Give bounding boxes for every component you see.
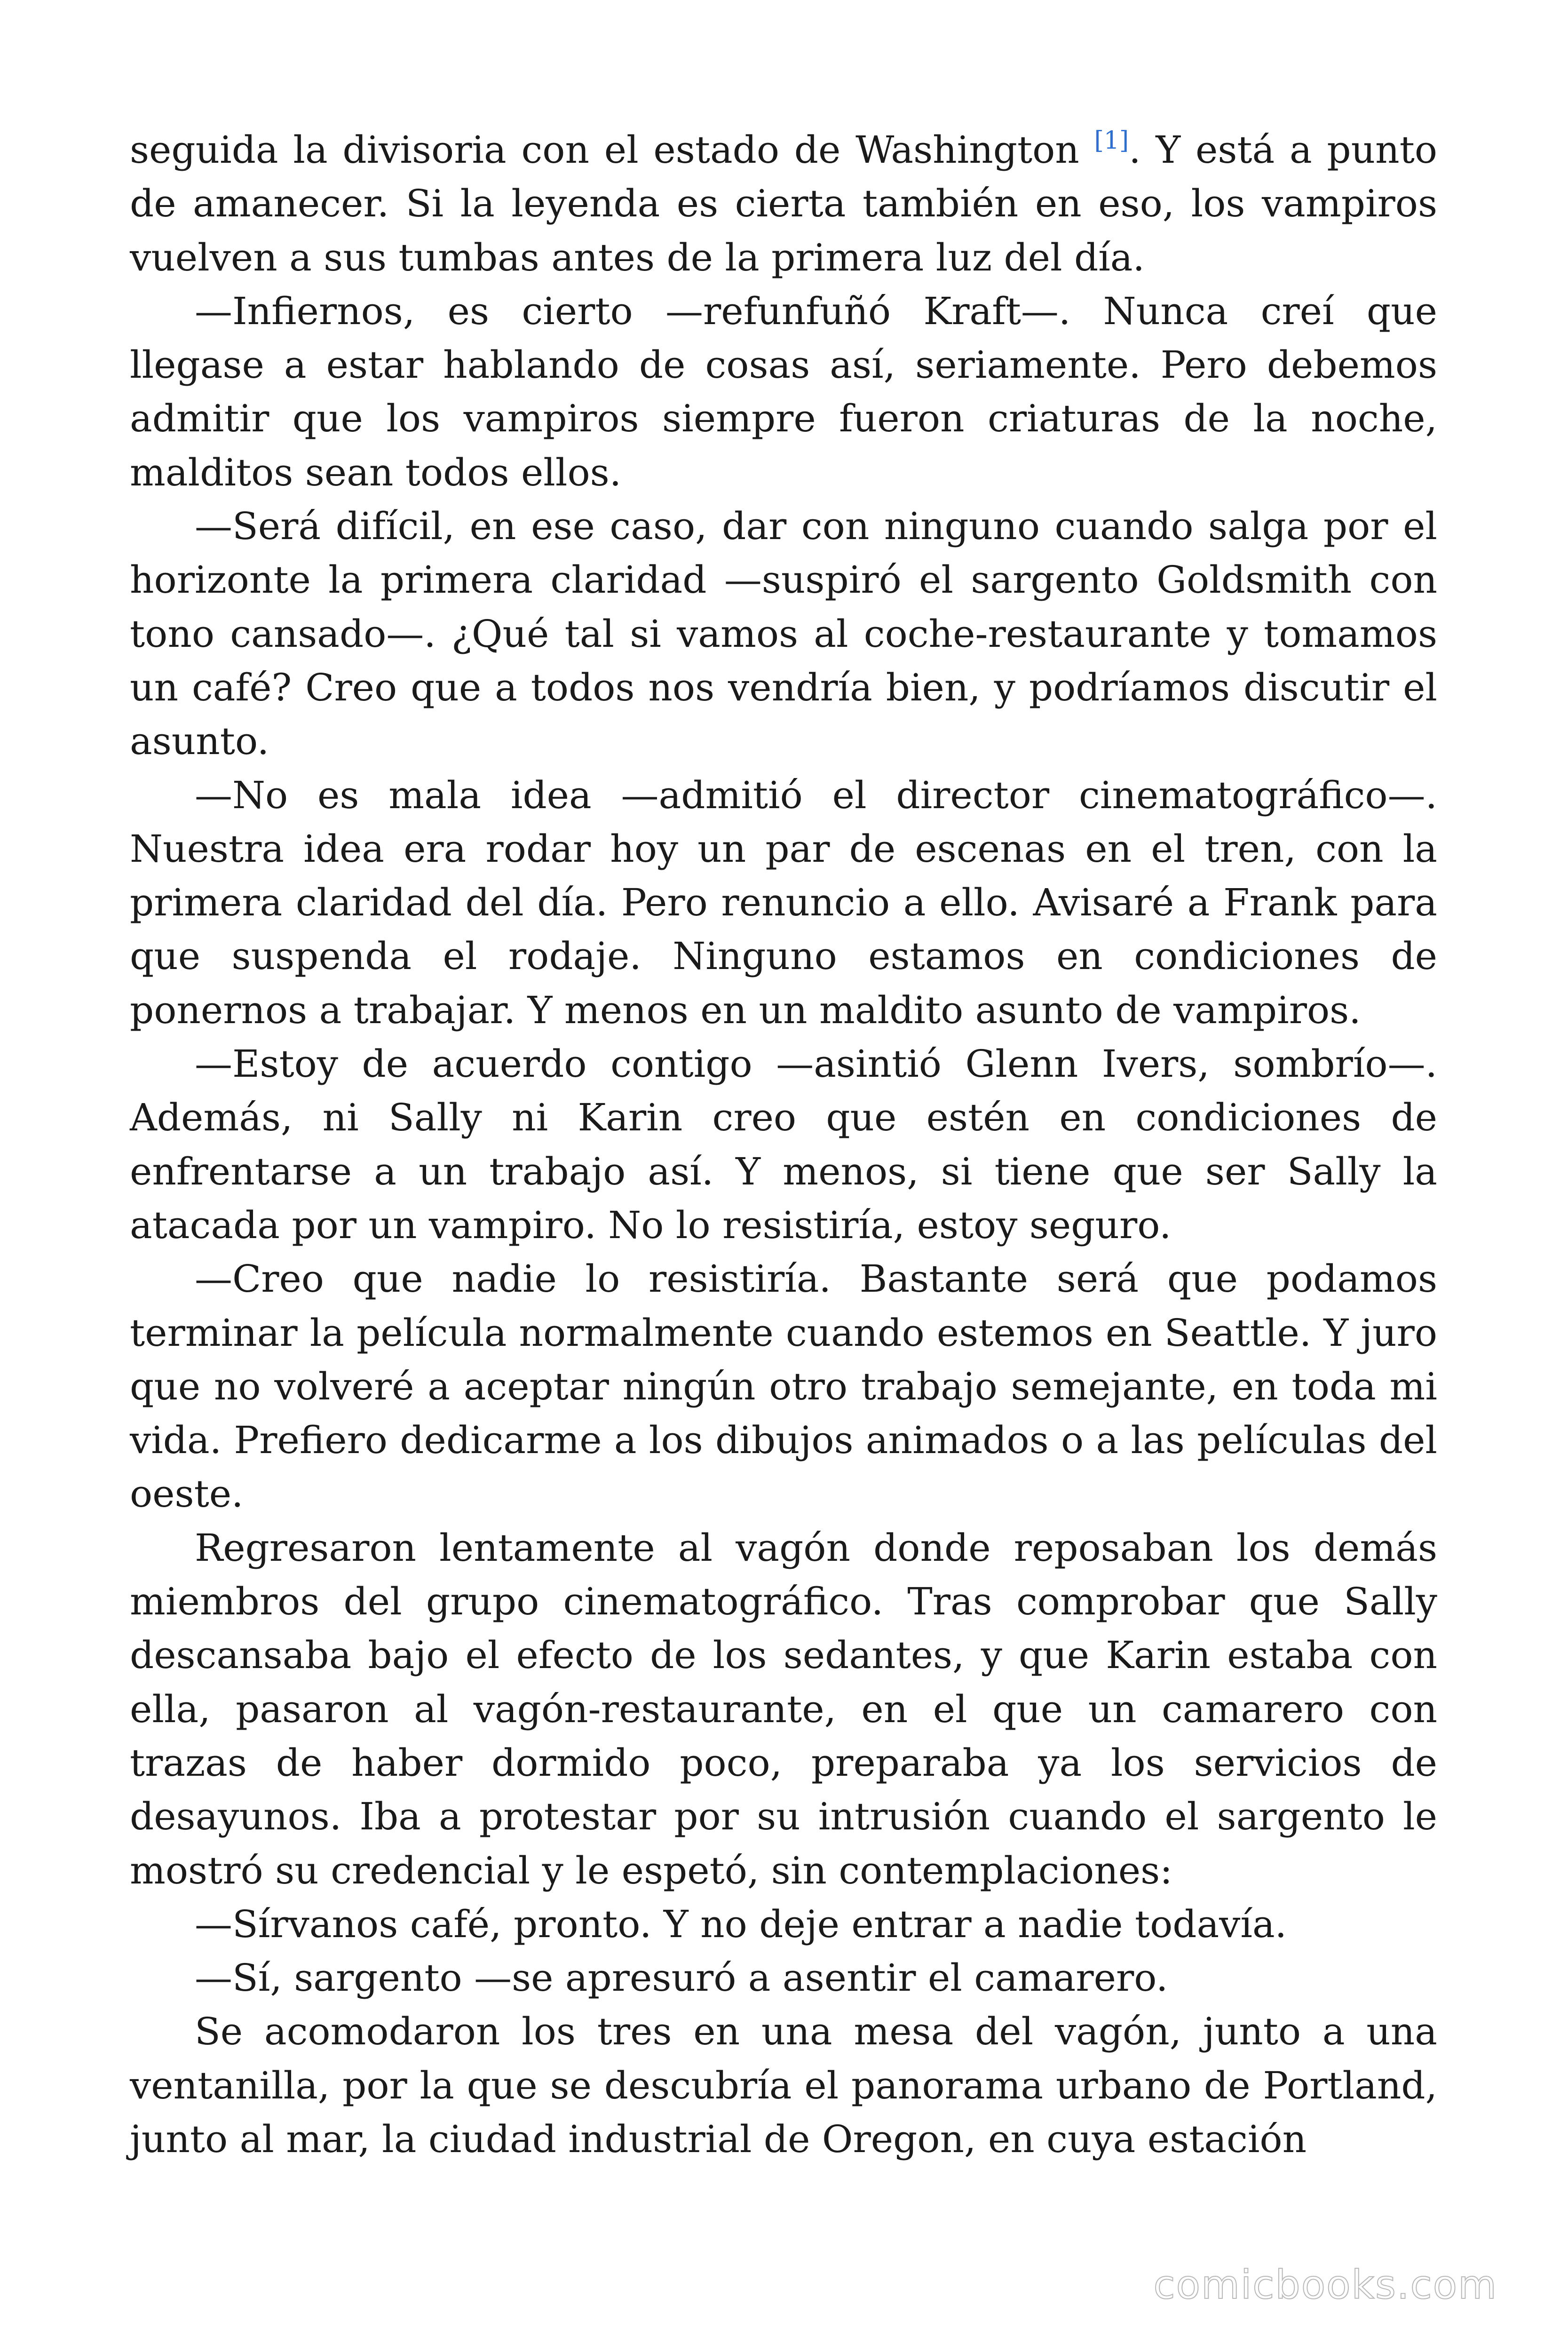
- paragraph-8: —Sírvanos café, pronto. Y no deje entrar a nadie todavía.: [195, 1902, 1287, 1946]
- paragraph-3: —Será difícil, en ese caso, dar con ninguno cuando salga por el horizonte la primera claridad —suspiró el sargento Goldsmith con tono cansado—. ¿Qué tal si vamos al coche-restaurante y tomamos un café? Creo que a todos nos vendría bien, y podríamos discutir el asunto.: [130, 504, 1437, 763]
- paragraph-4: —No es mala idea —admitió el director cinematográfico—. Nuestra idea era rodar hoy un par de escenas en el tren, con la primera claridad del día. Pero renuncio a ello. Avisaré a Frank para que suspenda el rodaje. Ninguno estamos en condiciones de ponernos a trabajar. Y menos en un maldito asunto de vampiros.: [130, 773, 1437, 1032]
- paragraph-9: —Sí, sargento —se apresuró a asentir el camarero.: [195, 1956, 1168, 2000]
- paragraph-6: —Creo que nadie lo resistiría. Bastante será que podamos terminar la película normalmente cuando estemos en Seattle. Y juro que no volveré a aceptar ningún otro trabajo semejante, en toda mi vida. Prefiero dedicarme a los dibujos animados o a las películas del oeste.: [130, 1257, 1437, 1516]
- footnote-reference-link[interactable]: [1]: [1094, 127, 1129, 155]
- paragraph-5: —Estoy de acuerdo contigo —asintió Glenn Ivers, sombrío—. Además, ni Sally ni Karin creo que estén en condiciones de enfrentarse a un trabajo así. Y menos, si tiene que ser Sally la atacada por un vampiro. No lo resistiría, estoy seguro.: [130, 1042, 1437, 1247]
- paragraph-7: Regresaron lentamente al vagón donde reposaban los demás miembros del grupo cinematográfico. Tras comprobar que Sally descansaba bajo el efecto de los sedantes, y que Karin estaba con ella, pasaron al vagón-restaurante, en el que un camarero con trazas de haber dormido poco, preparaba ya los servicios de desayunos. Iba a protestar por su intrusión cuando el sargento le mostró su credencial y le espetó, sin contemplaciones:: [130, 1526, 1437, 1892]
- paragraph-1-text-end: . Y está a punto de amanecer. Si la leyenda es cierta también en eso, los vampiros vuelven a sus tumbas antes de la primera luz del día.: [130, 128, 1437, 279]
- paragraph-1-text-start: seguida la divisoria con el estado de Washington: [130, 128, 1094, 172]
- paragraph-2: —Infiernos, es cierto —refunfuñó Kraft—. Nunca creí que llegase a estar hablando de cosas así, seriamente. Pero debemos admitir que los vampiros siempre fueron criaturas de la noche, malditos sean todos ellos.: [130, 289, 1437, 494]
- watermark: comicbooks.com: [1153, 2262, 1497, 2308]
- paragraph-10: Se acomodaron los tres en una mesa del vagón, junto a una ventanilla, por la que se descubría el panorama urbano de Portland, junto al mar, la ciudad industrial de Oregon, en cuya estación: [130, 2010, 1437, 2161]
- body-text: [130, 123, 1437, 2166]
- paragraph-1: [130, 123, 1437, 285]
